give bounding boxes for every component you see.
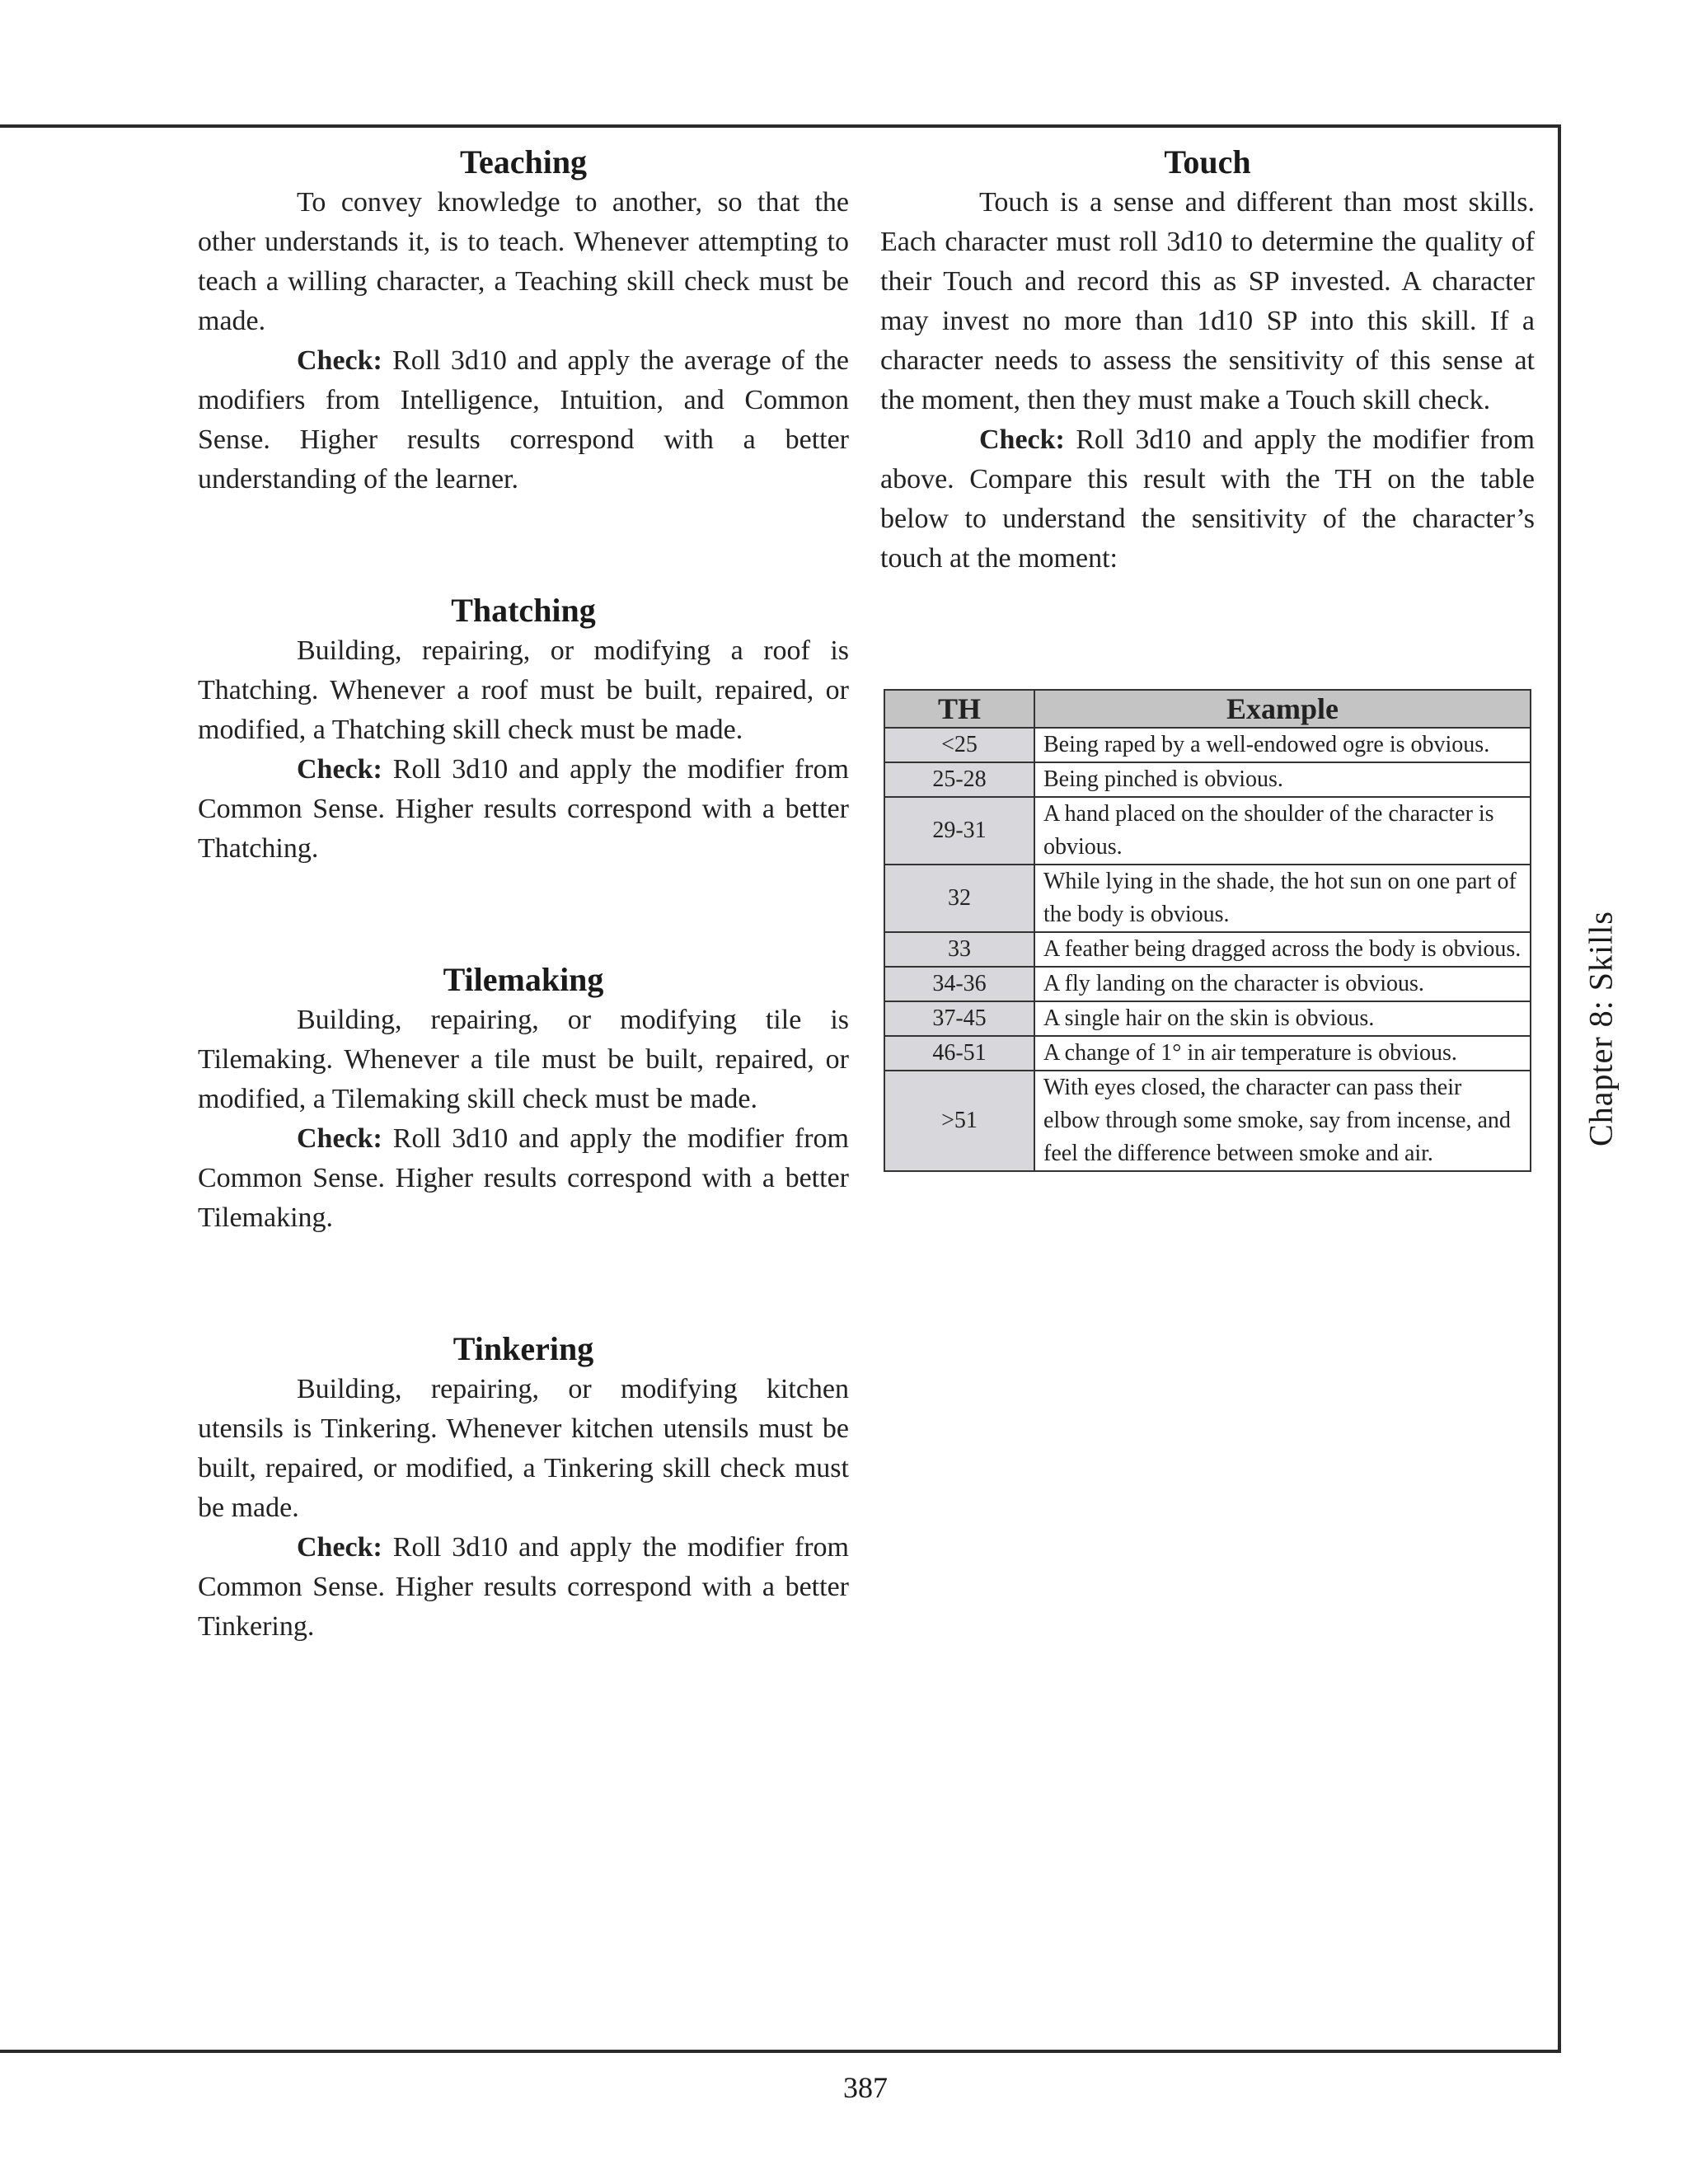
section-intro: To convey knowledge to another, so that the other understands it, is to teach. Whenever attempting to teach a willing character, a Teaching skill check must be made. [198,187,849,336]
table-cell-th: >51 [884,1071,1034,1171]
section-heading: Touch [1164,143,1251,180]
table-cell-th: 37-45 [884,1001,1034,1036]
section-heading: Thatching [451,592,596,629]
section-touch [880,142,1535,579]
section-tilemaking [198,959,849,1238]
table-row [884,1036,1531,1071]
page-frame-bottom-rule [0,2050,1561,2053]
section-intro: Building, repairing, or modifying a roof is Thatching. Whenever a roof must be built, repaired, or modified, a Thatching skill check must be made. [198,635,849,745]
check-label: Check: [979,424,1065,455]
section-heading: Teaching [459,143,588,180]
section-check [198,1528,849,1647]
right-column [880,142,1535,579]
table-row [884,762,1531,797]
table-row [884,932,1531,967]
page-frame-top-rule [0,124,1561,128]
table-cell-example: A feather being dragged across the body is obvious. [1034,932,1531,967]
table-cell-example: Being raped by a well-endowed ogre is obvious. [1034,728,1531,762]
table-cell-example: Being pinched is obvious. [1034,762,1531,797]
section-intro: Building, repairing, or modifying tile is Tilemaking. Whenever a tile must be built, repaired, or modified, a Tilemaking skill check must be made. [198,1005,849,1114]
table-cell-th: <25 [884,728,1034,762]
section-heading: Tinkering [452,1330,594,1367]
table-row [884,1071,1531,1171]
table-cell-th: 29-31 [884,797,1034,865]
chapter-side-label: Chapter 8: Skills [1582,911,1620,1146]
table-cell-example: A change of 1° in air temperature is obvious. [1034,1036,1531,1071]
section-tinkering [198,1329,849,1647]
table-row [884,865,1531,932]
page-frame-right-rule [1558,124,1561,2053]
section-check [198,1119,849,1238]
table-cell-example: While lying in the shade, the hot sun on one part of the body is obvious. [1034,865,1531,932]
check-label: Check: [297,1532,382,1563]
check-label: Check: [297,345,382,376]
table-cell-th: 33 [884,932,1034,967]
page-number: 387 [843,2071,888,2104]
table-cell-th: 25-28 [884,762,1034,797]
table-row [884,1001,1531,1036]
table-row [884,967,1531,1001]
table-cell-example: With eyes closed, the character can pass their elbow through some smoke, say from incense, and feel the difference between smoke and air. [1034,1071,1531,1171]
check-label: Check: [297,1123,382,1154]
check-text: Roll 3d10 and apply the modifier from Common Sense. Higher results correspond with a better Tinkering. [198,1532,849,1642]
check-text: Roll 3d10 and apply the modifier from Common Sense. Higher results correspond with a better Thatching. [198,754,849,864]
table-cell-example: A single hair on the skin is obvious. [1034,1001,1531,1036]
section-heading: Tilemaking [443,961,604,998]
table-row [884,797,1531,865]
section-check [198,750,849,869]
section-intro: Touch is a sense and different than most skills. Each character must roll 3d10 to determine the quality of their Touch and record this as SP invested. A character may invest no more than 1d10 SP into this skill. If a character needs to assess the sensitivity of this sense at the moment, then they must make a Touch skill check. [880,187,1535,415]
touch-threshold-table [884,689,1531,1172]
section-thatching [198,590,849,869]
check-text: Roll 3d10 and apply the modifier from Common Sense. Higher results correspond with a better Tilemaking. [198,1123,849,1233]
section-intro: Building, repairing, or modifying kitchen utensils is Tinkering. Whenever kitchen utensils must be built, repaired, or modified, a Tinkering skill check must be made. [198,1374,849,1523]
table-cell-th: 34-36 [884,967,1034,1001]
table-cell-th: 46-51 [884,1036,1034,1071]
section-teaching [198,142,849,499]
table-header-th: TH [884,690,1034,728]
left-column [198,142,849,1647]
section-check [880,420,1535,579]
check-text: Roll 3d10 and apply the modifier from above. Compare this result with the TH on the table below to understand the sensitivity of the character’s touch at the moment: [880,424,1535,574]
table-cell-th: 32 [884,865,1034,932]
table-row [884,728,1531,762]
table-header-row [884,690,1531,728]
section-check [198,341,849,499]
table-header-example: Example [1034,690,1531,728]
table-cell-example: A fly landing on the character is obvious. [1034,967,1531,1001]
table-cell-example: A hand placed on the shoulder of the character is obvious. [1034,797,1531,865]
check-label: Check: [297,754,382,785]
check-text: Roll 3d10 and apply the average of the modifiers from Intelligence, Intuition, and Common Sense. Higher results correspond with a better understanding of the learner. [198,345,849,494]
